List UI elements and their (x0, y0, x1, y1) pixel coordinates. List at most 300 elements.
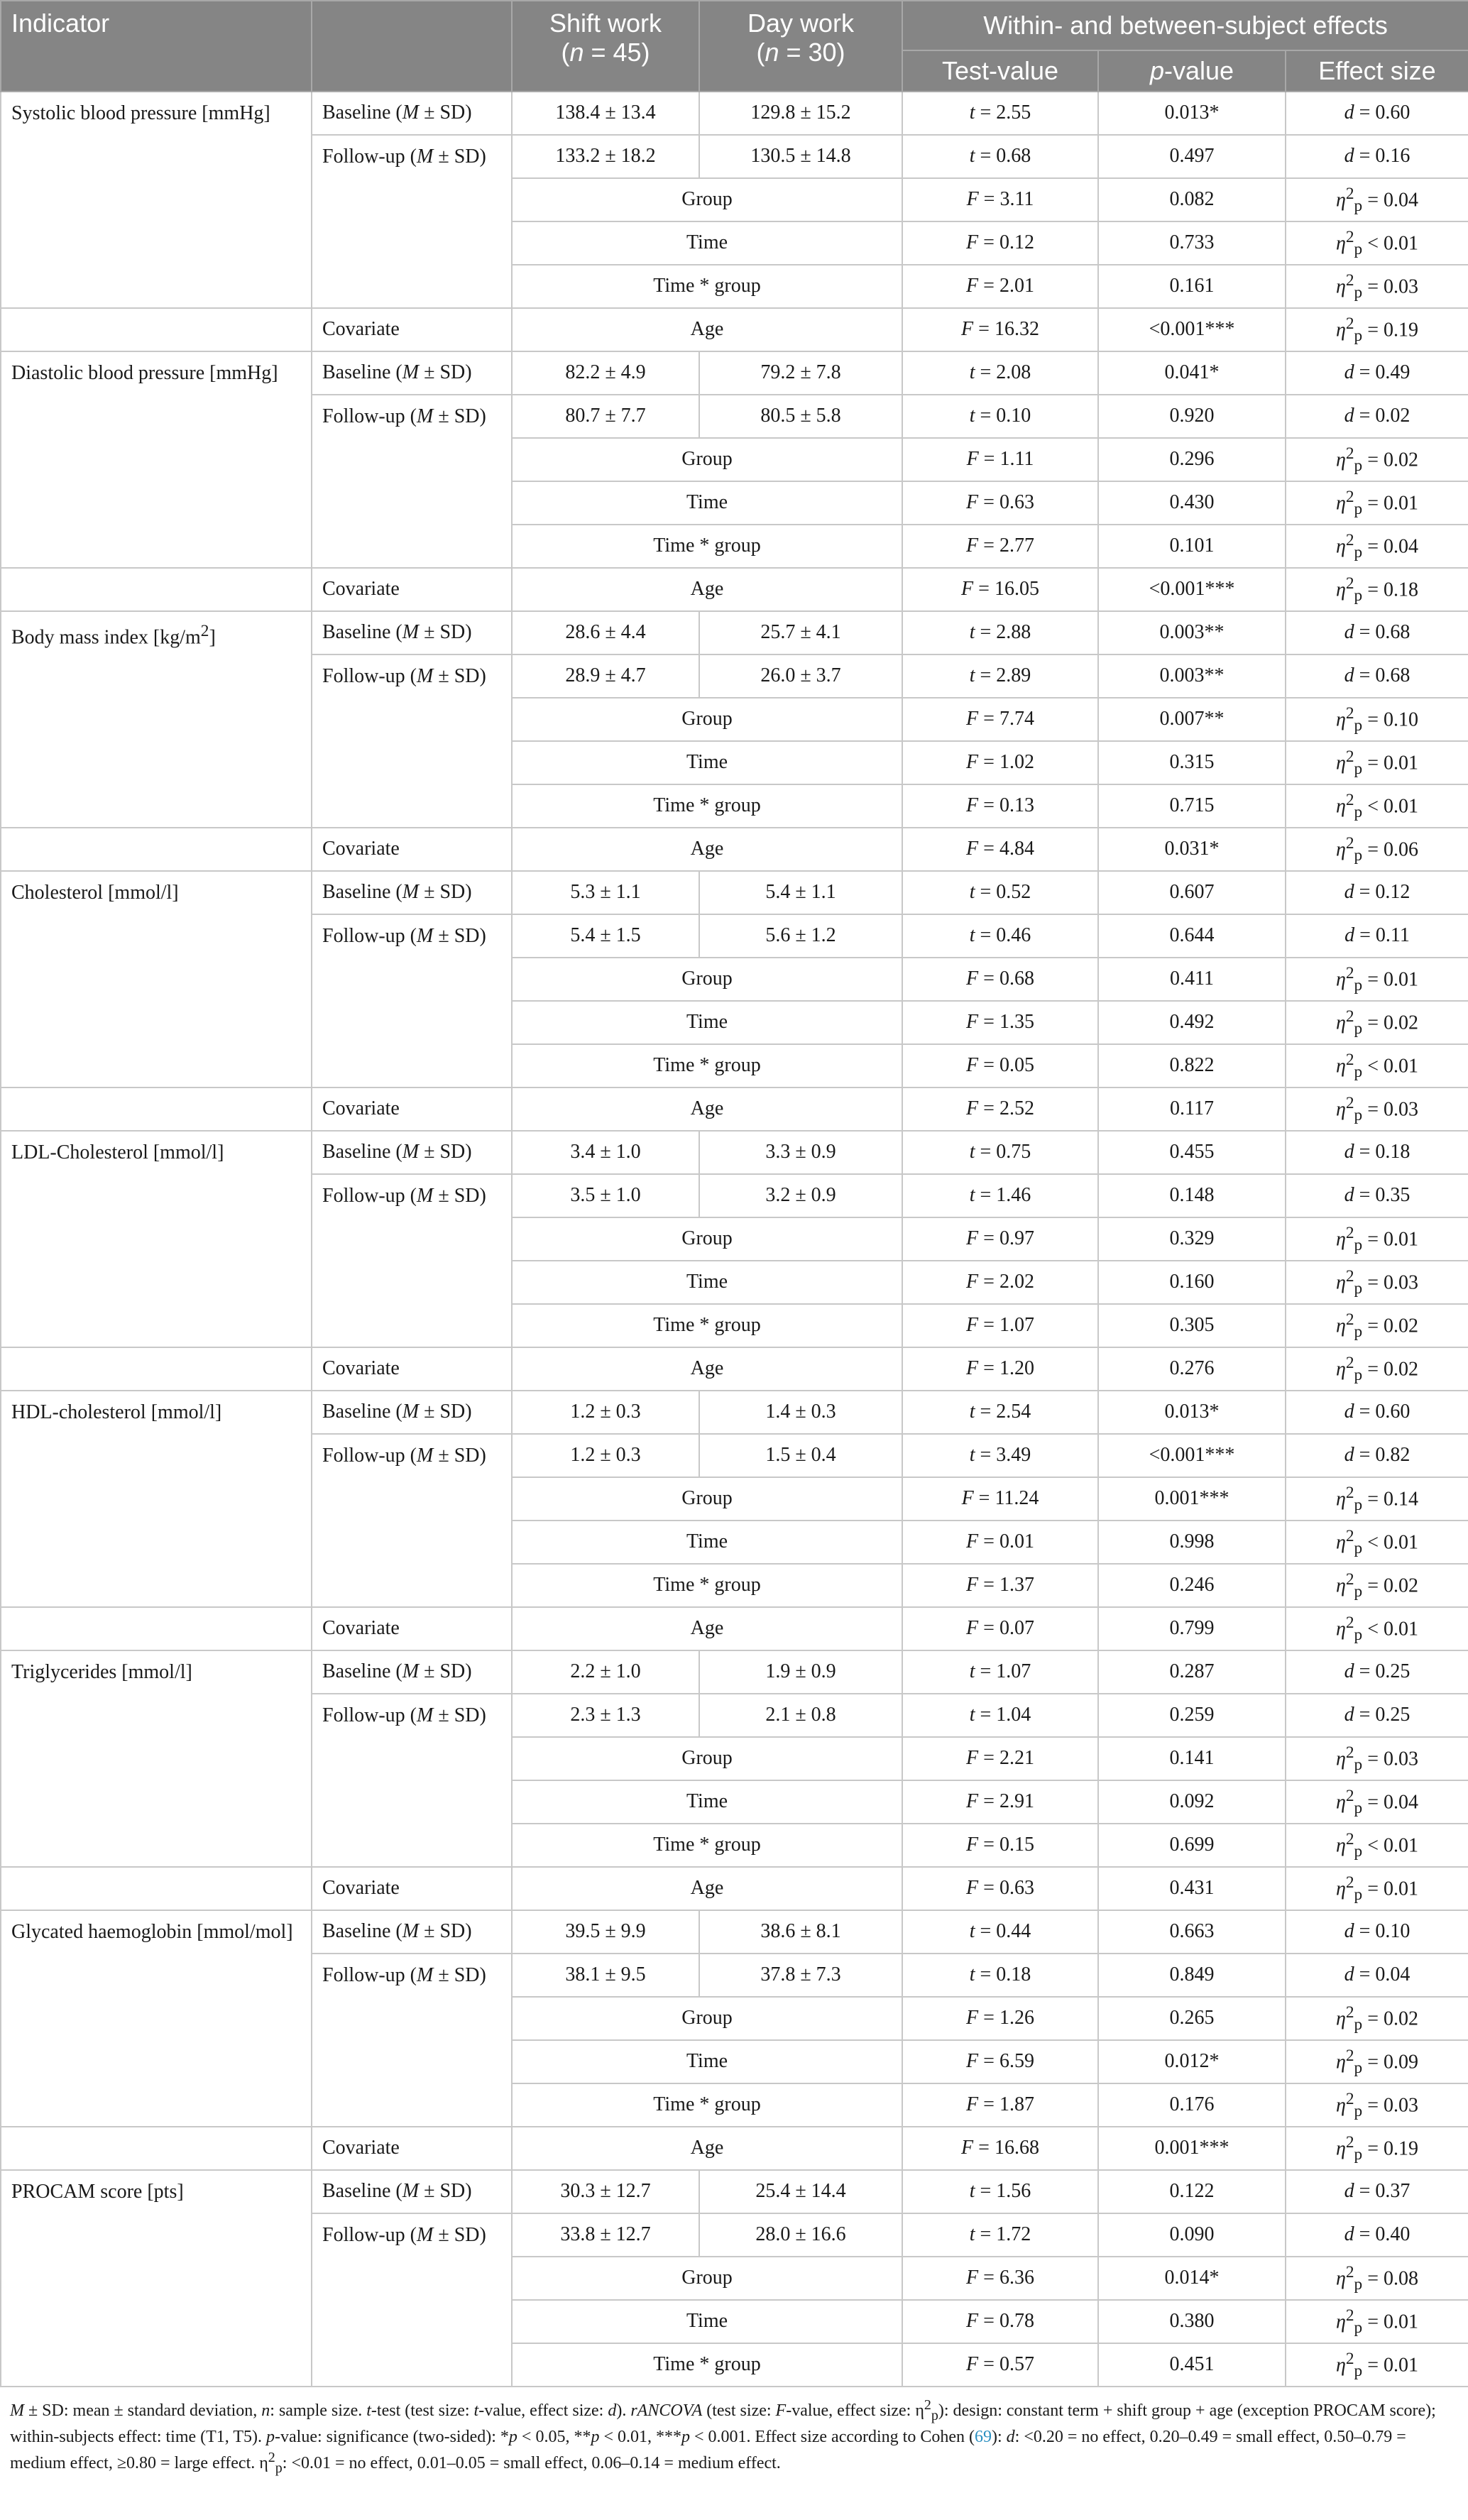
shift-work-cell (512, 1174, 699, 1217)
effect-size-cell (1286, 265, 1468, 308)
test-letter: t (969, 1920, 975, 1943)
effect-label-cell (512, 1824, 902, 1867)
test-value-cell (902, 2300, 1098, 2343)
test-value-cell (902, 698, 1098, 741)
p-value-cell (1098, 351, 1286, 395)
blank-cell (312, 178, 512, 221)
es-eta-sub: p (1354, 1019, 1363, 1038)
header-test-value: Test-value (902, 50, 1098, 92)
blank-cell (312, 1217, 512, 1261)
es-d-letter: d (1344, 621, 1354, 644)
p-value-cell (1098, 1044, 1286, 1088)
covariate-name-cell (512, 568, 902, 611)
row-label-m: M (417, 1963, 434, 1986)
es-eta-letter: η (1335, 751, 1346, 774)
test-value-cell (902, 178, 1098, 221)
effect-label-cell (512, 1304, 902, 1347)
es-eta-sup: 2 (1345, 1786, 1354, 1805)
row-label-m: M (402, 1401, 420, 1423)
test-value: = 0.63 (978, 491, 1034, 514)
indicator-cell (1, 1910, 312, 2127)
es-eta-sub: p (1354, 1105, 1363, 1124)
es-eta-letter: η (1335, 838, 1346, 860)
es-eta-sub: p (1354, 975, 1363, 995)
es-eta-sup: 2 (1345, 530, 1354, 549)
effect-size-value: = 0.02 (1354, 405, 1411, 427)
test-letter: F (966, 535, 979, 557)
effect-label: Time (686, 751, 728, 774)
test-value: = 2.89 (975, 664, 1031, 687)
fn-n: n (261, 2401, 270, 2420)
effect-size-value: = 0.60 (1354, 1401, 1411, 1423)
day-work-value: 1.4 ± 0.3 (765, 1401, 836, 1423)
p-value: 0.430 (1169, 491, 1215, 514)
es-eta-letter: η (1335, 2310, 1346, 2333)
row-label: Baseline ( (322, 2180, 402, 2203)
test-letter: F (966, 491, 979, 514)
table-row-covariate (1, 2127, 1468, 2170)
fn-eta-sub1: p (931, 2407, 938, 2423)
blank-cell (312, 1304, 512, 1347)
es-eta-sup: 2 (1345, 2003, 1354, 2022)
table-row-baseline (1, 871, 1468, 914)
effect-size-cell (1286, 2127, 1468, 2170)
shift-work-value: 5.4 ± 1.5 (570, 924, 641, 947)
blank-cell (312, 1521, 512, 1564)
es-eta-sub: p (1354, 1365, 1363, 1384)
es-d-letter: d (1344, 664, 1354, 687)
row-label-m: M (402, 881, 420, 904)
covariate-name-cell (512, 2127, 902, 2170)
effect-label-cell (512, 438, 902, 481)
test-value-cell (902, 1001, 1098, 1044)
effect-size-value: = 0.09 (1362, 2050, 1419, 2073)
p-value: 0.305 (1169, 1314, 1215, 1337)
test-value-cell (902, 1131, 1098, 1174)
row-label-sd: ± SD) (433, 1963, 486, 1986)
covariate-name: Age (690, 1877, 724, 1900)
row-label: Follow-up ( (322, 1704, 417, 1726)
p-value-cell (1098, 438, 1286, 481)
effect-size-value: = 0.04 (1362, 1790, 1419, 1813)
p-value: 0.090 (1169, 2223, 1215, 2246)
day-work-value: 26.0 ± 3.7 (760, 664, 841, 687)
es-eta-sup: 2 (1345, 270, 1354, 290)
fn-p14: : <0.20 = no effect, 0.20–0.49 = small effect, 0.50–0.79 = medium effect, ≥0.80 = large effect. η (10, 2427, 1406, 2473)
effect-label-cell (512, 698, 902, 741)
fn-p-letter1: p (266, 2427, 275, 2446)
test-value: = 1.20 (978, 1357, 1034, 1380)
effect-size-cell (1286, 2343, 1468, 2387)
test-value: = 0.68 (975, 145, 1031, 168)
p-value-cell (1098, 308, 1286, 351)
row-label-m: M (417, 664, 434, 687)
blank-cell (312, 525, 512, 568)
covariate-name-cell (512, 1347, 902, 1391)
effect-label-cell (512, 1780, 902, 1824)
test-letter: F (966, 1834, 979, 1856)
effect-size-value: = 0.82 (1354, 1444, 1411, 1467)
test-value-cell (902, 1694, 1098, 1737)
es-eta-sup: 2 (1345, 2089, 1354, 2108)
p-value-cell (1098, 135, 1286, 178)
shift-work-cell (512, 1131, 699, 1174)
row-label: Follow-up ( (322, 145, 417, 168)
p-value: 0.315 (1169, 751, 1215, 774)
es-eta-letter: η (1335, 2137, 1346, 2159)
fn-eta-sup2: 2 (268, 2450, 275, 2466)
test-letter: F (966, 1314, 979, 1337)
es-eta-sup: 2 (1345, 1310, 1354, 1329)
effect-size-value: = 0.10 (1354, 1920, 1411, 1943)
test-value-cell (902, 351, 1098, 395)
covariate-name: Age (690, 1097, 724, 1120)
test-letter: F (966, 1747, 979, 1770)
test-value: = 1.35 (978, 1011, 1034, 1034)
day-work-value: 38.6 ± 8.1 (760, 1920, 841, 1943)
shift-work-cell (512, 135, 699, 178)
es-eta-sup: 2 (1345, 1613, 1354, 1632)
test-value-cell (902, 438, 1098, 481)
es-eta-letter: η (1335, 188, 1346, 211)
effect-size-value: = 0.16 (1354, 145, 1411, 168)
shift-work-cell (512, 1694, 699, 1737)
table-row-baseline (1, 1910, 1468, 1954)
test-value: = 0.44 (975, 1920, 1031, 1943)
test-letter: t (969, 145, 975, 168)
table-row-covariate (1, 828, 1468, 871)
row-label-cell (312, 1650, 512, 1694)
test-letter: F (966, 1271, 979, 1293)
effect-label: Time * group (653, 1314, 761, 1337)
es-eta-sub: p (1354, 1278, 1363, 1298)
p-value-cell (1098, 1694, 1286, 1737)
shift-work-cell (512, 395, 699, 438)
fn-p-letter3: p (591, 2427, 600, 2446)
es-d-letter: d (1344, 102, 1354, 124)
header-effect-size: Effect size (1286, 50, 1468, 92)
effect-size-value: = 0.14 (1362, 1487, 1419, 1510)
shift-work-cell (512, 92, 699, 135)
p-value: 0.699 (1169, 1834, 1215, 1856)
header-p-suffix: -value (1163, 56, 1234, 86)
shift-work-value: 138.4 ± 13.4 (555, 102, 656, 124)
es-eta-sub: p (1354, 586, 1363, 605)
row-label-sd: ± SD) (419, 621, 472, 644)
effect-size-cell (1286, 481, 1468, 525)
test-letter: t (969, 2223, 975, 2246)
p-value: 0.329 (1169, 1227, 1215, 1250)
effect-size-value: = 0.68 (1354, 664, 1411, 687)
effect-size-value: = 0.03 (1362, 2093, 1419, 2116)
row-label-sd: ± SD) (433, 664, 486, 687)
effect-size-value: = 0.01 (1362, 751, 1419, 774)
row-label-sd: ± SD) (433, 1444, 486, 1467)
fn-p3: -test (test size: (371, 2401, 474, 2420)
effect-size-cell (1286, 1434, 1468, 1477)
es-eta-letter: η (1335, 2050, 1346, 2073)
test-letter: F (966, 968, 979, 990)
day-work-value: 130.5 ± 14.8 (750, 145, 851, 168)
p-value: 0.455 (1169, 1141, 1215, 1163)
es-d-letter: d (1344, 1444, 1354, 1467)
effect-size-cell (1286, 395, 1468, 438)
es-eta-letter: η (1335, 2267, 1346, 2289)
fn-d2: d (1006, 2427, 1015, 2446)
row-label: Follow-up ( (322, 1963, 417, 1986)
test-letter: F (966, 838, 979, 860)
p-value-cell (1098, 698, 1286, 741)
effect-size-cell (1286, 1261, 1468, 1304)
effect-label-cell (512, 481, 902, 525)
test-letter: t (969, 1141, 975, 1163)
p-value-cell (1098, 654, 1286, 698)
day-work-value: 25.7 ± 4.1 (760, 621, 841, 644)
test-value-cell (902, 1867, 1098, 1910)
row-label-sd: ± SD) (433, 145, 486, 168)
effect-size-value: = 0.02 (1362, 448, 1419, 471)
p-value: 0.411 (1170, 968, 1214, 990)
es-eta-sup: 2 (1345, 1743, 1354, 1762)
day-work-cell (699, 1174, 902, 1217)
effect-size-value: = 0.40 (1354, 2223, 1411, 2246)
effect-size-value: = 0.01 (1362, 2310, 1419, 2333)
es-eta-sup: 2 (1345, 2262, 1354, 2281)
row-label: Covariate (322, 1097, 400, 1120)
p-value-cell (1098, 1347, 1286, 1391)
p-value-cell (1098, 1997, 1286, 2040)
shift-work-cell (512, 1910, 699, 1954)
p-value-cell (1098, 1650, 1286, 1694)
es-eta-letter: η (1335, 1617, 1346, 1640)
p-value: 0.296 (1169, 448, 1215, 471)
day-work-cell (699, 611, 902, 654)
es-eta-sub: p (1354, 1798, 1363, 1817)
es-eta-sup: 2 (1345, 2046, 1354, 2065)
test-letter: F (961, 1487, 974, 1510)
test-value-cell (902, 568, 1098, 611)
effect-size-cell (1286, 1304, 1468, 1347)
indicator-cell (1, 611, 312, 828)
p-value: 0.003** (1159, 621, 1225, 644)
blank-cell (312, 698, 512, 741)
es-eta-sub: p (1354, 1841, 1363, 1861)
test-value: = 3.11 (978, 188, 1034, 211)
p-value: 0.998 (1169, 1530, 1215, 1553)
test-value: = 0.78 (978, 2310, 1034, 2333)
test-value: = 1.72 (975, 2223, 1031, 2246)
p-value-cell (1098, 2127, 1286, 2170)
fn-eta-sup1: 2 (924, 2397, 931, 2413)
header-shift-n-value: = 45) (584, 38, 650, 67)
table-row-covariate (1, 568, 1468, 611)
es-eta-sup: 2 (1345, 1483, 1354, 1502)
p-value: 0.001*** (1154, 2137, 1229, 2159)
test-value-cell (902, 914, 1098, 958)
p-value: 0.920 (1169, 405, 1215, 427)
test-value-cell (902, 1217, 1098, 1261)
test-value: = 16.05 (973, 578, 1039, 601)
shift-work-cell (512, 654, 699, 698)
shift-work-cell (512, 1650, 699, 1694)
shift-work-value: 28.9 ± 4.7 (565, 664, 646, 687)
effect-size-cell (1286, 1347, 1468, 1391)
es-d-letter: d (1344, 405, 1354, 427)
fn-ref-link[interactable]: 69 (974, 2427, 992, 2446)
effect-size-value: = 0.02 (1362, 1574, 1419, 1596)
es-eta-sup: 2 (1345, 227, 1354, 246)
p-value-cell (1098, 1391, 1286, 1434)
test-value-cell (902, 1607, 1098, 1650)
blank-cell (312, 1001, 512, 1044)
day-work-cell (699, 1391, 902, 1434)
effect-size-cell (1286, 1088, 1468, 1131)
es-eta-sup: 2 (1345, 2132, 1354, 2152)
test-letter: F (966, 448, 979, 471)
row-label-cell (312, 395, 512, 438)
row-label-cell (312, 1174, 512, 1217)
test-value-cell (902, 1954, 1098, 1997)
row-label-cell (312, 1131, 512, 1174)
effect-label: Group (681, 188, 733, 211)
day-work-value: 80.5 ± 5.8 (760, 405, 841, 427)
fn-p2: : sample size. (270, 2401, 367, 2420)
effect-label-cell (512, 1521, 902, 1564)
effect-size-cell (1286, 1867, 1468, 1910)
test-letter: t (969, 361, 975, 384)
blank-cell (312, 1824, 512, 1867)
es-d-letter: d (1344, 924, 1355, 947)
effect-size-value: = 0.18 (1362, 578, 1419, 601)
test-value: = 7.74 (978, 708, 1034, 730)
effect-size-value: = 0.19 (1362, 318, 1419, 341)
p-value-cell (1098, 568, 1286, 611)
test-value: = 6.36 (978, 2267, 1034, 2289)
blank-cell (312, 1737, 512, 1780)
test-value-cell (902, 395, 1098, 438)
row-label-m: M (417, 405, 434, 427)
p-value-cell (1098, 92, 1286, 135)
effect-size-value: = 0.11 (1354, 924, 1410, 947)
row-label: Baseline ( (322, 1660, 402, 1683)
es-eta-letter: η (1335, 1487, 1346, 1510)
test-letter: F (966, 1011, 979, 1034)
test-letter: F (961, 2137, 974, 2159)
effect-size-value: = 0.02 (1362, 1011, 1419, 1034)
effect-size-cell (1286, 525, 1468, 568)
p-value: 0.822 (1169, 1054, 1215, 1077)
es-eta-sup: 2 (1345, 1353, 1354, 1372)
indicator-name: Glycated haemoglobin [mmol/mol] (11, 1921, 293, 1943)
effect-size-value: = 0.25 (1354, 1704, 1411, 1726)
effect-label-cell (512, 2300, 902, 2343)
test-value: = 4.84 (978, 838, 1034, 860)
fn-m: M (10, 2401, 24, 2420)
fn-p6: (test size: (702, 2401, 776, 2420)
effect-size-cell (1286, 871, 1468, 914)
fn-p7: -value, effect size: η (786, 2401, 924, 2420)
p-value: 0.380 (1169, 2310, 1215, 2333)
p-value-cell (1098, 2170, 1286, 2213)
table-row-baseline (1, 351, 1468, 395)
shift-work-value: 3.4 ± 1.0 (570, 1141, 641, 1163)
es-d-letter: d (1344, 1963, 1354, 1986)
fn-f: F (775, 2401, 787, 2420)
test-value: = 3.49 (975, 1444, 1031, 1467)
p-value: 0.265 (1169, 2007, 1215, 2029)
test-letter: t (969, 102, 975, 124)
indicator-name: HDL-cholesterol [mmol/l] (11, 1401, 222, 1423)
effect-size-value: < 0.01 (1362, 231, 1419, 254)
indicator-blank-cell (1, 1867, 312, 1910)
es-eta-sup: 2 (1345, 487, 1354, 506)
effect-size-value: = 0.37 (1354, 2180, 1411, 2203)
covariate-name-cell (512, 308, 902, 351)
test-value: = 2.91 (978, 1790, 1034, 1813)
effect-size-cell (1286, 654, 1468, 698)
test-value-cell (902, 2213, 1098, 2257)
day-work-cell (699, 1694, 902, 1737)
row-label-cell (312, 568, 512, 611)
p-value: 0.001*** (1154, 1487, 1229, 1510)
blank-cell (312, 221, 512, 265)
fn-p-letter4: p (681, 2427, 691, 2446)
p-value: 0.014* (1164, 2267, 1220, 2289)
p-value-cell (1098, 871, 1286, 914)
effect-label-cell (512, 1737, 902, 1780)
effect-label: Group (681, 2007, 733, 2029)
blank-cell (312, 741, 512, 784)
row-label-sd: ± SD) (433, 405, 486, 427)
row-label: Baseline ( (322, 361, 402, 384)
fn-p11: < 0.01, *** (599, 2427, 682, 2446)
p-value: 0.012* (1164, 2050, 1220, 2073)
p-value-cell (1098, 784, 1286, 828)
test-letter: F (966, 2093, 979, 2116)
effect-size-value: = 0.10 (1362, 708, 1419, 730)
row-label: Follow-up ( (322, 2223, 417, 2246)
day-work-value: 5.6 ± 1.2 (765, 924, 836, 947)
test-value-cell (902, 308, 1098, 351)
test-letter: F (966, 708, 979, 730)
fn-rancova: rANCOVA (630, 2401, 703, 2420)
p-value-cell (1098, 1954, 1286, 1997)
header-p-letter: p (1149, 56, 1164, 86)
effect-label: Group (681, 1487, 733, 1510)
row-label-cell (312, 1088, 512, 1131)
p-value: 0.644 (1169, 924, 1215, 947)
es-eta-sup: 2 (1345, 1829, 1354, 1848)
es-eta-sup: 2 (1345, 1007, 1354, 1026)
table-row-covariate (1, 1088, 1468, 1131)
es-eta-sub: p (1354, 326, 1363, 345)
p-value-cell (1098, 914, 1286, 958)
day-work-value: 28.0 ± 16.6 (755, 2223, 846, 2246)
fn-d1: d (608, 2401, 617, 2420)
effect-label-cell (512, 265, 902, 308)
test-value: = 16.32 (973, 318, 1039, 341)
effect-size-cell (1286, 351, 1468, 395)
p-value-cell (1098, 1824, 1286, 1867)
blank-cell (312, 481, 512, 525)
effect-size-cell (1286, 1217, 1468, 1261)
covariate-name-cell (512, 1867, 902, 1910)
es-eta-sub: p (1354, 2144, 1363, 2164)
p-value-cell (1098, 525, 1286, 568)
p-value: 0.082 (1169, 188, 1215, 211)
row-label-sd: ± SD) (433, 2223, 486, 2246)
effect-size-cell (1286, 135, 1468, 178)
